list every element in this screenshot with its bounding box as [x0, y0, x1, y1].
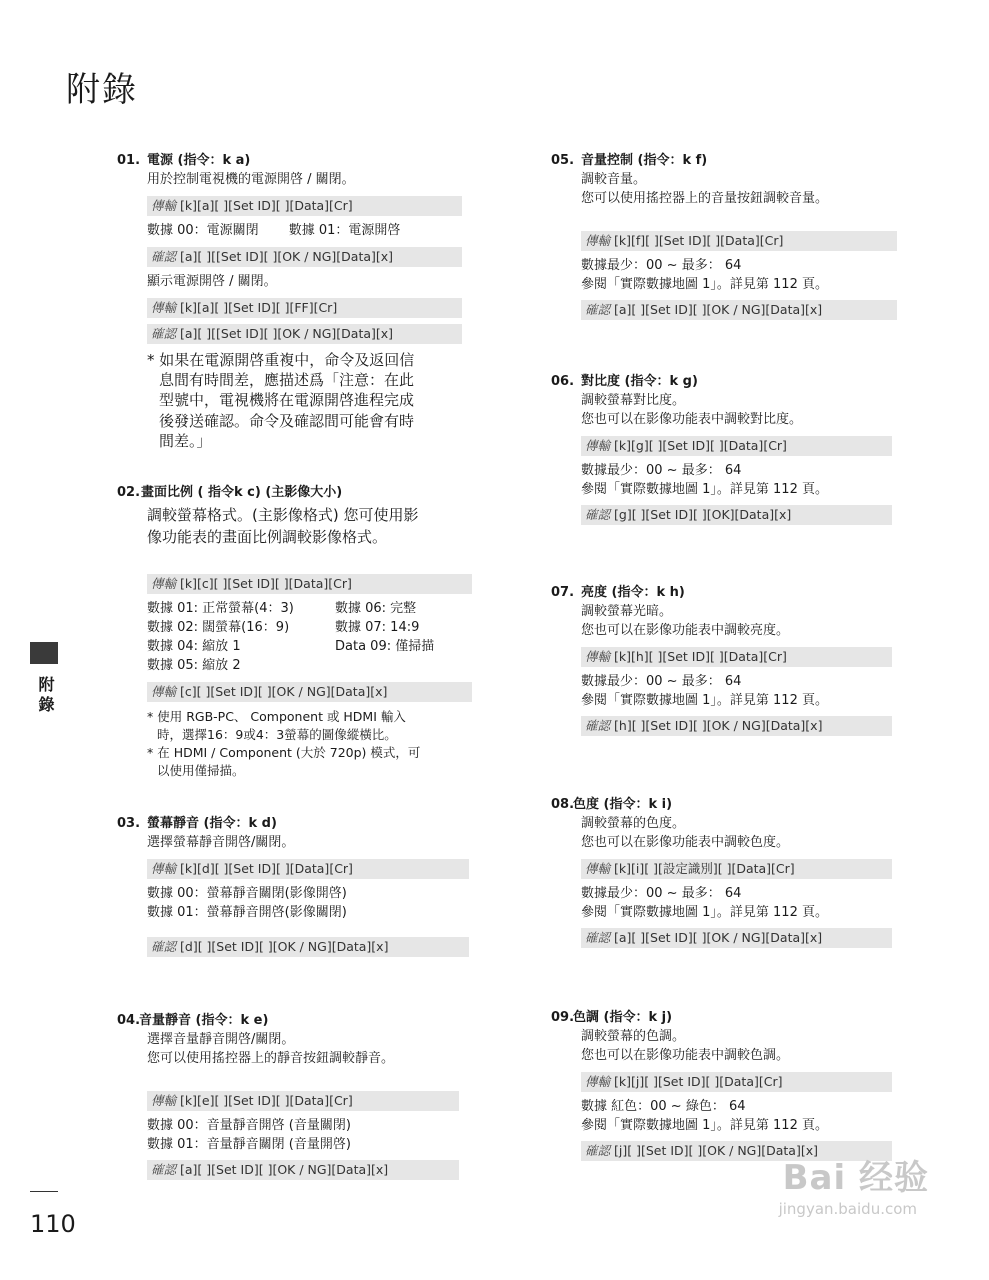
ack-box: 確認 [a][ ][[Set ID][ ][OK / NG][Data][x] [147, 247, 462, 267]
section-heading: 07. 亮度 (指令：k h) [551, 585, 685, 600]
section-description: 用於控制電視機的電源開啓 / 關閉。 [147, 171, 355, 187]
reference-text: 參閱「實際數據地圖 1」。詳見第 112 頁。 [581, 904, 828, 920]
page-title: 附錄 [66, 70, 138, 110]
reference-text: 參閱「實際數據地圖 1」。詳見第 112 頁。 [581, 692, 828, 708]
aspect-note-1: * 使用 RGB-PC、 Component 或 HDMI 輸入 時，選擇16：9或4：3螢幕的圖像縱橫比。 [147, 708, 406, 743]
section-08 [551, 796, 892, 954]
section-06 [551, 373, 892, 531]
data-value: 數據 00：螢幕靜音關閉(影像開啓) [147, 885, 347, 901]
data-range: 數據最少：00 ~ 最多： 64 [581, 885, 742, 901]
section-description: 調較螢幕光暗。 [581, 603, 673, 619]
section-04 [117, 1012, 459, 1186]
transmit-box: 傳輸 [k][a][ ][Set ID][ ][Data][Cr] [147, 196, 462, 216]
section-description: 調較螢幕的色度。 [581, 815, 686, 831]
transmit-box: 傳輸 [k][j][ ][Set ID][ ][Data][Cr] [581, 1072, 892, 1092]
data-range: 數據最少：00 ~ 最多： 64 [581, 462, 742, 478]
ack-box: 確認 [j][ ][Set ID][ ][OK / NG][Data][x] [581, 1141, 892, 1161]
side-tab-marker [30, 642, 58, 664]
data-range: 數據最少：00 ~ 最多： 64 [581, 257, 742, 273]
footer-divider [30, 1191, 58, 1192]
ack-box: 確認 [a][ ][Set ID][ ][OK / NG][Data][x] [147, 1160, 459, 1180]
reference-text: 參閱「實際數據地圖 1」。詳見第 112 頁。 [581, 276, 828, 292]
section-heading: 05. 音量控制 (指令：k f) [551, 153, 708, 168]
section-09 [551, 1009, 892, 1167]
section-description: 調較螢幕格式。(主影像格式) 您可使用影 像功能表的畫面比例調較影像格式。 [147, 505, 419, 546]
section-description: 您也可以在影像功能表中調較色度。 [581, 834, 790, 850]
ack-box: 確認 [g][ ][Set ID][ ][OK][Data][x] [581, 505, 892, 525]
transmit-box: 傳輸 [k][e][ ][Set ID][ ][Data][Cr] [147, 1091, 459, 1111]
section-heading: 08.色度 (指令：k i) [551, 797, 673, 812]
section-heading: 02.畫面比例 ( 指令k c) (主影像大小) [117, 485, 343, 500]
section-01 [117, 152, 462, 451]
data-value: 數據 00：音量靜音開啓 (音量關閉) [147, 1117, 351, 1133]
reference-text: 參閱「實際數據地圖 1」。詳見第 112 頁。 [581, 481, 828, 497]
section-description: 調較螢幕的色調。 [581, 1028, 686, 1044]
section-description-2: 顯示電源開啓 / 關閉。 [147, 273, 277, 289]
transmit-box: 傳輸 [k][f][ ][Set ID][ ][Data][Cr] [581, 231, 897, 251]
data-values: 數據 00：電源關閉 數據 01：電源開啓 [147, 222, 401, 238]
section-05 [551, 152, 897, 326]
section-02 [117, 484, 472, 780]
transmit-box: 傳輸 [k][c][ ][Set ID][ ][Data][Cr] [147, 574, 472, 594]
section-heading: 09.色調 (指令：k j) [551, 1010, 673, 1025]
section-description: 您也可以在影像功能表中調較色調。 [581, 1047, 790, 1063]
ack-box-2: 確認 [a][ ][[Set ID][ ][OK / NG][Data][x] [147, 324, 462, 344]
transmit-box: 傳輸 [k][h][ ][Set ID][ ][Data][Cr] [581, 647, 892, 667]
ack-box: 傳輸 [c][ ][Set ID][ ][OK / NG][Data][x] [147, 682, 472, 702]
transmit-box-2: 傳輸 [k][a][ ][Set ID][ ][FF][Cr] [147, 298, 462, 318]
section-heading: 06. 對比度 (指令：k g) [551, 374, 698, 389]
data-value: 數據 01：音量靜音關閉 (音量開啓) [147, 1136, 351, 1152]
section-description: 您可以使用搖控器上的靜音按鈕調較靜音。 [147, 1050, 395, 1066]
ack-box: 確認 [a][ ][Set ID][ ][OK / NG][Data][x] [581, 300, 897, 320]
section-heading: 04.音量靜音 (指令：k e) [117, 1013, 269, 1028]
power-note: * 如果在電源開啓重複中，命令及返回信 息間有時間差，應描述爲「注意：在此 型號中，電視機將在電源開啓進程完成 後發送確認。命令及確認間可能會有時 間差。」 [147, 350, 415, 450]
section-heading: 03. 螢幕靜音 (指令：k d) [117, 816, 277, 831]
ack-box: 確認 [h][ ][Set ID][ ][OK / NG][Data][x] [581, 716, 892, 736]
section-description: 選擇螢幕靜音開啓/關閉。 [147, 834, 295, 850]
page-number: 110 [30, 1210, 76, 1238]
aspect-data-table: 數據 01: 正常螢幕(4：3) 數據 02: 闊螢幕(16：9) 數據 04: 縮放 1 數據 05: 縮放 2 數據 06: 完整 數據 07: 14:9 Data 09: 僅掃描 [147, 601, 435, 673]
data-range: 數據最少：00 ~ 最多： 64 [581, 673, 742, 689]
side-tab-label: 附錄 [36, 676, 55, 716]
section-07 [551, 584, 892, 742]
reference-text: 參閱「實際數據地圖 1」。詳見第 112 頁。 [581, 1117, 828, 1133]
section-description: 您也可以在影像功能表中調較對比度。 [581, 411, 803, 427]
section-description: 調較音量。 [581, 171, 647, 187]
ack-box: 確認 [a][ ][Set ID][ ][OK / NG][Data][x] [581, 928, 892, 948]
data-value: 數據 01：螢幕靜音開啓(影像關閉) [147, 904, 347, 920]
section-description: 您也可以在影像功能表中調較亮度。 [581, 622, 790, 638]
section-03 [117, 815, 469, 963]
section-description: 您可以使用搖控器上的音量按鈕調較音量。 [581, 190, 829, 206]
watermark-logo: Bai 经验 [782, 1158, 929, 1198]
section-description: 調較螢幕對比度。 [581, 392, 686, 408]
section-heading: 01. 電源 (指令：k a) [117, 153, 251, 168]
aspect-note-2: * 在 HDMI / Component (大於 720p) 模式，可 以使用僅掃描。 [147, 745, 421, 779]
watermark-url: jingyan.baidu.com [778, 1200, 917, 1218]
transmit-box: 傳輸 [k][g][ ][Set ID][ ][Data][Cr] [581, 436, 892, 456]
transmit-box: 傳輸 [k][d][ ][Set ID][ ][Data][Cr] [147, 859, 469, 879]
transmit-box: 傳輸 [k][i][ ][設定識別][ ][Data][Cr] [581, 859, 892, 879]
section-description: 選擇音量靜音開啓/關閉。 [147, 1031, 295, 1047]
ack-box: 確認 [d][ ][Set ID][ ][OK / NG][Data][x] [147, 937, 469, 957]
data-range: 數據 紅色：00 ~ 綠色： 64 [581, 1098, 746, 1114]
